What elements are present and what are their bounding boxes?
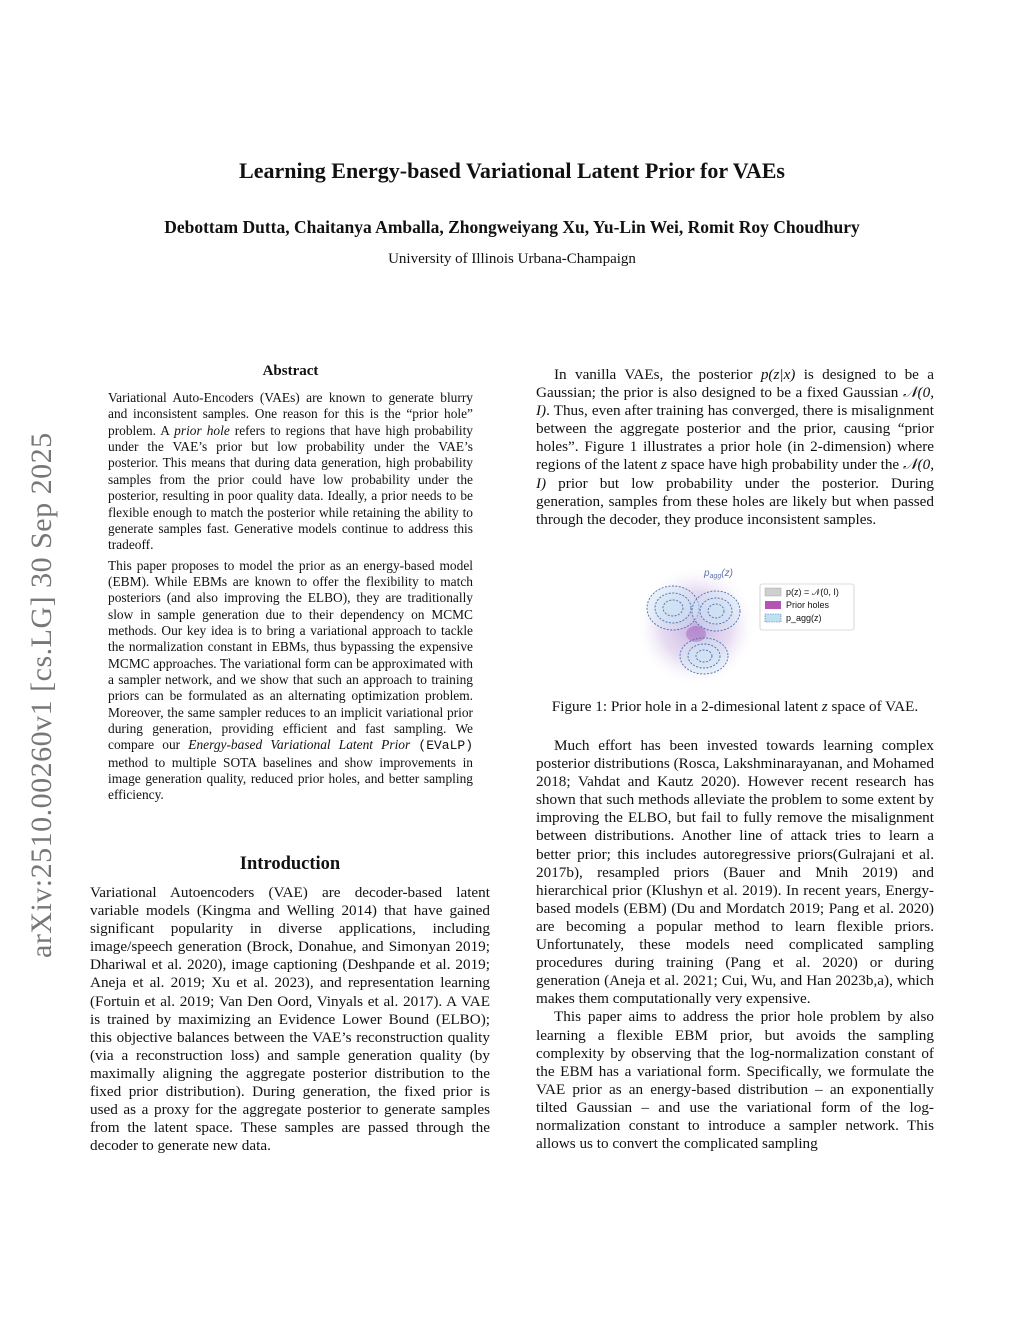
authors: Debottam Dutta, Chaitanya Amballa, Zhongweiyang Xu, Yu-Lin Wei, Romit Roy Choudhury — [164, 217, 860, 237]
prior-hole-plot — [618, 556, 858, 686]
legend-label-pagg: p_agg(z) — [786, 613, 822, 623]
abstract-paragraph-1 — [108, 390, 473, 553]
math-normal-prior-2: 𝒩(0, I) — [536, 456, 934, 492]
right-p1-text-b: is designed to be a Gaussian; the prior is also designed to be a fixed Gaussian — [536, 366, 934, 402]
introduction-heading: Introduction — [239, 854, 341, 874]
legend-swatch-gaussian — [765, 588, 781, 596]
legend — [760, 584, 854, 630]
right-p1-text-a: In vanilla VAEs, the posterior — [554, 366, 761, 383]
right-paragraph-2: Much effort has been invested towards learning complex posterior distributions (Rosca, Lakshminarayanan, and Mohamed 2018; Vahdat and Kautz 2020). However recent research has shown that such methods alleviate the problem to some extent by improving the ELBO, but fail to fully remove the misalignment between distributions. Another line of attack tries to learn a better prior; this includes autoregressive priors(Gulrajani et al. 2017b), resampled priors (Bauer and Mnih 2019) and hierarchical prior (Klushyn et al. 2019). In recent years, Energy-based models (EBM) (Du and Mordatch 2019; Pang et al. 2020) are becoming a popular method to learn flexible priors. Unfortunately, these models need complicated sampling procedures during training (Pang et al. 2020) or during generation (Aneja et al. 2021; Cui, Wu, and Han 2023b,a), which makes them computationally very expensive. — [536, 737, 934, 1008]
abstract-p2-text-a: This paper proposes to model the prior as an energy-based model (EBM). While EBMs are known to offer the flexibility to match posteriors (and also improving the ELBO), they are traditionally slow in sample generation due to their dependency on MCMC methods. Our key idea is to bring a variational approach to tackle the normalization constant in EBMs, thus bypassing the expensive MCMC approaches. The variational form can be approximated with a sampler network, and we show that such an approach to training priors can be formulated as an alternating optimization problem. Moreover, the same sampler reduces to an implicit variational prior during generation, providing efficient and fast sampling. We compare our — [108, 557, 473, 753]
math-z: z — [661, 456, 667, 474]
prior-hole-region — [686, 626, 706, 642]
math-posterior: p(z|x) — [760, 366, 796, 383]
figure-1 — [618, 556, 858, 686]
caption-text-a: Figure 1: Prior hole in a 2-dimesional latent — [551, 698, 822, 715]
abstract-paragraph-2 — [108, 558, 473, 804]
legend-label-gaussian: p(z) = 𝒩(0, I) — [786, 587, 839, 597]
introduction-section — [90, 884, 490, 1155]
right-paragraph-3: This paper aims to address the prior hole problem by also learning a flexible EBM prior, but avoids the sampling complexity by observing that the log-normalization constant of the EBM has a variational form. Specifically, we formulate the VAE prior as an energy-based distribution – an exponentially tilted Gaussian – and use the variational form of the log-normalization constant to introduce a sampler network. This allows us to convert the complicated sampling — [536, 1008, 934, 1153]
abstract-p2-text-b: method to multiple SOTA baselines and show improvements in image generation quality, reduced prior holes, and better sampling efficiency. — [108, 754, 473, 803]
abstract-p1-text-b: refers to regions that have high probability under the VAE’s prior but low probability under the VAE’s posterior. This means that during data generation, high probability samples from the prior could have low probability under the posterior, resulting in poor quality data. Ideally, a prior needs to be flexible enough to match the posterior while retaining the ability to generate samples fast. Generative models continue to address this tradeoff. — [108, 422, 474, 553]
abstract-section — [108, 362, 473, 808]
abstract-p1-text-a: Variational Auto-Encoders (VAEs) are known to generate blurry and inconsistent samples. One reason for this is the “prior hole” problem. A — [108, 390, 473, 438]
abstract-p1-emphasis: prior hole — [174, 422, 230, 438]
introduction-paragraph-1: Variational Autoencoders (VAE) are decoder-based latent variable models (Kingma and Welling 2014) that have gained significant popularity in diverse applications, including image/speech generation (Brock, Donahue, and Simonyan 2019; Dhariwal et al. 2020), image captioning (Deshpande et al. 2019; Aneja et al. 2019; Xu et al. 2023), and representation learning (Fortuin et al. 2019; Van Den Oord, Vinyals et al. 2017). A VAE is trained by maximizing an Evidence Lower Bound (ELBO); this objective balances between the VAE’s reconstruction quality (via a reconstruction loss) and sample generation quality (by maximally aligning the aggregate posterior distribution to the fixed prior distribution). During generation, the fixed prior is used as a proxy for the aggregate posterior to generate samples from the latent space. These samples are passed through the decoder to generate new data. — [90, 884, 490, 1155]
right-p1-text-e: prior but low probability under the posterior. During generation, samples from these holes are likely but when passed through the decoder, they produce inconsistent samples. — [536, 474, 934, 528]
right-p1-text-d: space have high probability under the — [666, 456, 903, 474]
right-column-top — [536, 366, 934, 529]
affiliation: University of Illinois Urbana-Champaign — [388, 251, 636, 267]
caption-math-z: z — [821, 698, 828, 715]
right-p1-text-c: . Thus, even after training has converged, there is misalignment between the aggregate posterior and the prior, causing “prior holes”. Figure 1 illustrates a prior hole (in 2-dimension) where regions of the latent — [536, 402, 934, 474]
paper-title: Learning Energy-based Variational Latent Prior for VAEs — [239, 158, 785, 183]
figure-1-caption — [536, 698, 934, 716]
legend-swatch-pagg — [765, 614, 781, 622]
right-paragraph-1 — [536, 366, 934, 529]
math-normal-prior: 𝒩(0, I) — [536, 384, 934, 420]
abstract-heading: Abstract — [262, 363, 319, 379]
legend-label-prior-holes: Prior holes — [786, 600, 830, 610]
legend-swatch-prior-holes — [765, 601, 781, 609]
right-column-bottom — [536, 737, 934, 1153]
abstract-p2-method-name: (EVaLP) — [418, 738, 473, 754]
caption-text-b: space of VAE. — [827, 698, 919, 715]
arxiv-stamp: arXiv:2510.00260v1 [cs.LG] 30 Sep 2025 — [25, 432, 58, 958]
pagg-label: $p_{agg}(z)$ — [704, 568, 733, 580]
abstract-p2-emphasis: Energy-based Variational Latent Prior — [188, 737, 411, 753]
